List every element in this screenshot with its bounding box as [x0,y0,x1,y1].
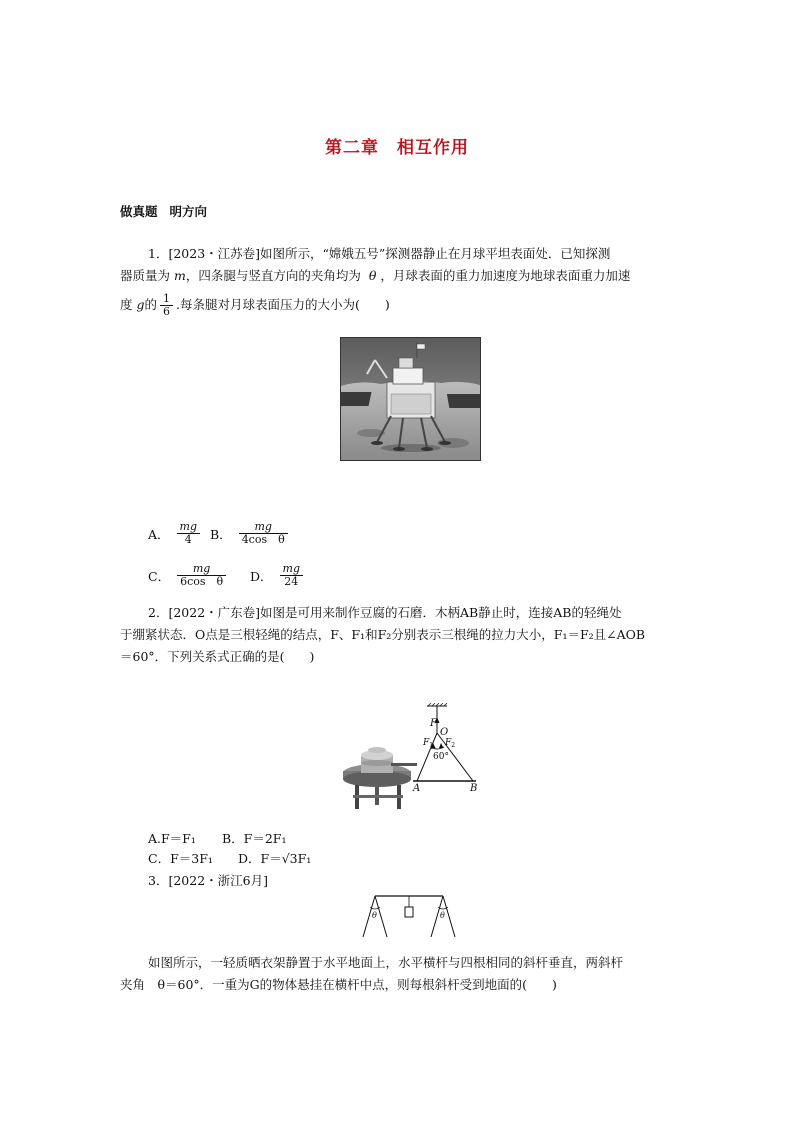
q1-var-m: m [174,268,186,283]
label-a: A [413,783,421,794]
option-fraction [177,521,200,546]
q2-line1: 2．[2022・广东卷]如图是可用来制作豆腐的石磨．木柄AB静止时，连接AB的轻绳处 [148,605,622,620]
frac-den: 24 [284,575,299,588]
change5-lander-photo [340,337,481,461]
section-heading [120,202,207,220]
chapter-name: 相互作用 [397,138,469,158]
frac-num: 1 [160,293,173,306]
q1-text-3a: 度 [120,297,133,312]
q2-line3: ＝60°．下列关系式正确的是( ) [120,649,315,664]
option-label: D． [250,568,273,584]
section-heading-part1: 做真题 [120,204,158,219]
option-label: C． [148,568,171,584]
q1-source: [2023・江苏卷] [168,246,261,261]
label-f: F [430,718,437,729]
q1-fraction-one-sixth [160,293,173,318]
option-label: B． [210,526,232,542]
q1-text-1: 如图所示，“嫦娥五号”探测器静止在月球平坦表面处．已知探测 [260,246,611,261]
label-o: O [440,727,449,738]
frac-den: 6cos θ [180,575,224,588]
rack-svg [357,893,461,941]
q1-line1 [148,246,610,262]
label-f2: $F_2$ [445,738,456,749]
label-b: B [470,783,478,794]
q1-text-2b: ，四条腿与竖直方向的夹角均为 [185,268,361,283]
theta-left-label: θ [372,911,377,920]
stone-mill-diagram [335,703,485,815]
q1-text-2a: 器质量为 [120,268,171,283]
label-angle: 60° [433,752,449,762]
q1-text-3b: 的 [144,297,158,312]
frac-num: mg [239,521,288,534]
theta-right-label: θ [440,911,445,920]
frac-num: mg [177,563,226,576]
q2-option-b[interactable]: B．F＝2F₁ [222,831,287,846]
frac-den: 4 [184,533,192,546]
frac-den: 6 [163,305,171,318]
stone-mill-figure [335,703,485,815]
q2-option-c[interactable]: C．F＝3F₁ [148,851,213,866]
q3-heading: 3．[2022・浙江6月] [148,873,268,888]
option-label: A． [148,526,170,542]
q1-text-2c: ，月球表面的重力加速度为地球表面重力加速 [380,268,631,283]
option-fraction [177,563,226,588]
q2-option-d[interactable]: D．F＝√3F₁ [238,851,312,866]
q3-line1: 如图所示，一轻质晒衣架静置于水平地面上，水平横杆与四根相同的斜杆垂直，两斜杆 [148,955,624,970]
option-fraction [239,521,288,546]
q1-option-b[interactable] [210,521,291,546]
q1-line3 [120,290,390,320]
chapter-title [0,133,794,158]
q1-option-a[interactable] [148,521,203,546]
q1-line2 [120,268,630,284]
label-f1: $F_1$ [423,738,434,749]
q1-var-theta: θ [368,268,377,283]
q1-number: 1． [148,246,169,261]
chapter-number: 第二章 [325,138,379,158]
frac-den: 4cos θ [241,533,285,546]
q1-option-d[interactable] [250,563,306,588]
q2-line2: 于绷紧状态．O点是三根轻绳的结点，F、F₁和F₂分别表示三根绳的拉力大小，F₁＝F₂且∠AOB [120,627,646,642]
q3-line2: 夹角 θ＝60°．一重为G的物体悬挂在横杆中点，则每根斜杆受到地面的( ) [120,977,557,992]
q2-option-a[interactable]: A.F＝F₁ [148,831,196,846]
frac-num: mg [280,563,303,576]
q1-text-3c: .每条腿对月球表面压力的大小为( ) [176,297,390,312]
stone-mill-photo [343,747,417,809]
q1-option-c[interactable] [148,563,229,588]
section-heading-part2: 明方向 [169,204,208,219]
lander-image [341,338,480,460]
option-fraction [280,563,303,588]
q1-var-g: g [136,297,145,312]
frac-num: mg [177,521,200,534]
clothes-rack-diagram [357,893,461,941]
